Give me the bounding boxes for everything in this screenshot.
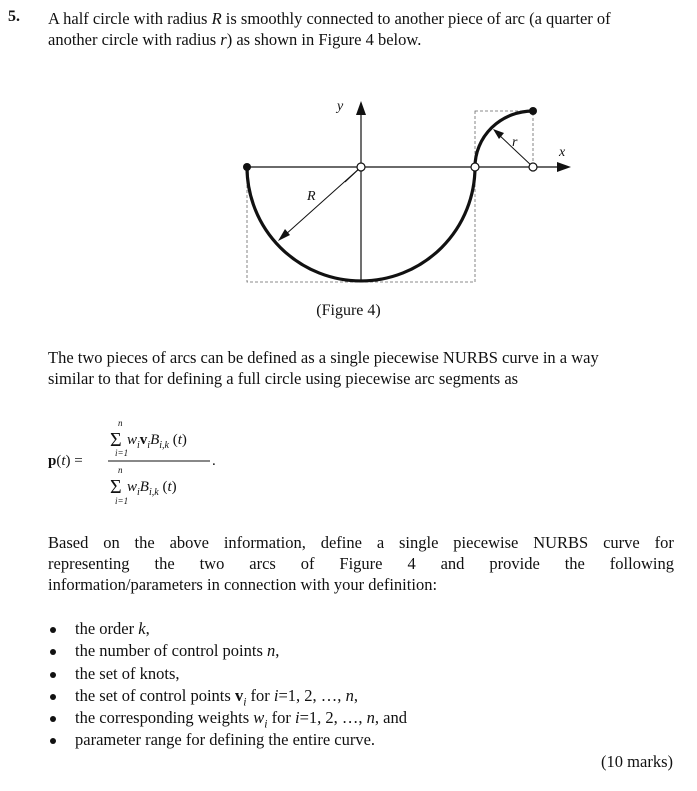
bullet-icon (50, 716, 56, 722)
word: piecewise (453, 533, 519, 552)
numerator-upper-limit: n (118, 418, 123, 428)
text-run: i (295, 708, 300, 728)
text-run: r (220, 30, 227, 49)
formula-lhs: p(t) = (48, 453, 83, 469)
text-run: =1, 2, …, (299, 708, 367, 728)
text-run: the set of control points (75, 685, 235, 705)
text-run: n (345, 685, 354, 705)
intro-line-2 (48, 29, 674, 50)
numerator-sum: Σ (110, 429, 122, 451)
word: Based (48, 533, 89, 552)
word: information, (223, 533, 306, 552)
word: the (154, 554, 175, 573)
text-run: A half circle with radius (48, 9, 212, 28)
text-run: ) as shown in Figure 4 below. (226, 30, 422, 49)
small-center-point (529, 163, 537, 171)
bullet-icon (50, 672, 56, 678)
bullet-icon (50, 649, 56, 655)
list-item (48, 640, 407, 662)
word: the (134, 533, 155, 552)
list-item (48, 618, 407, 640)
end-point (529, 107, 537, 115)
junction-point (471, 163, 479, 171)
word: NURBS (533, 533, 589, 552)
text-run: , (275, 641, 280, 661)
denominator-term: $w_iB_{i,k}$ (t) (127, 479, 177, 498)
start-point (243, 163, 251, 171)
text-run: i (243, 696, 247, 709)
word: single (399, 533, 439, 552)
question-intro (48, 8, 674, 50)
y-axis-label: y (337, 99, 344, 114)
center-point (357, 163, 365, 171)
text-run: is smoothly connected to another piece of arc (a quarter of (221, 9, 611, 28)
marks: (10 marks) (601, 752, 673, 771)
big-radius-arrowhead (278, 229, 290, 241)
paragraph-2-line-2: similar to that for defining a full circle using piecewise arc segments as (48, 369, 519, 388)
text-run: R (211, 9, 222, 28)
text-run: w (253, 708, 265, 728)
big-radius-label: R (307, 189, 316, 204)
figure-4 (0, 90, 697, 295)
word: provide (489, 554, 540, 573)
word: following (609, 554, 674, 573)
text-run: another circle with radius (48, 30, 221, 49)
intro-line-1 (48, 8, 674, 29)
text-run: n (366, 708, 375, 728)
text-run: for (267, 708, 295, 728)
text-run: the set of knots, (75, 663, 180, 683)
text-run: i (264, 718, 268, 731)
word: above (169, 533, 209, 552)
word: and (440, 554, 465, 573)
word: for (654, 533, 674, 552)
x-axis-arrowhead (557, 162, 571, 172)
paragraph-3-line-3: information/parameters in connection with your definition: (48, 575, 438, 594)
paragraph-3 (48, 532, 674, 595)
numerator-term: $w_iv_iB_{i,k}$ (t) (127, 432, 187, 451)
text-run: for (246, 685, 274, 705)
bullet-icon (50, 738, 56, 744)
word: representing (48, 554, 130, 573)
word: of (300, 554, 315, 573)
text-run: k (138, 619, 146, 638)
text-run: the corresponding weights (75, 708, 254, 728)
paragraph-3-line-2 (48, 553, 674, 574)
bullet-icon (50, 694, 56, 700)
x-axis-label: x (559, 145, 566, 160)
denominator-sum: Σ (110, 476, 122, 498)
word: a (376, 533, 385, 552)
word: the (564, 554, 585, 573)
small-radius-label: r (512, 135, 518, 150)
word: define (320, 533, 362, 552)
word: curve (603, 533, 640, 552)
text-run: , and (374, 708, 407, 728)
requirements-list (48, 618, 407, 752)
paragraph-2-line-1: The two pieces of arcs can be defined as a single piecewise NURBS curve in a way (48, 348, 599, 367)
list-item (48, 707, 407, 729)
text-run: =1, 2, …, (278, 685, 346, 705)
bullet-icon (50, 627, 56, 633)
paragraph-3-line-1 (48, 532, 674, 553)
word: on (103, 533, 120, 552)
denominator-lower-limit: i=1 (115, 496, 129, 506)
list-item (48, 685, 407, 707)
text-run: n (267, 641, 276, 661)
list-item (48, 663, 407, 685)
word: Figure (339, 554, 383, 573)
text-run: the number of control points (75, 641, 268, 661)
numerator-lower-limit: i=1 (115, 448, 129, 458)
question-number: 5. (8, 8, 20, 25)
denominator-upper-limit: n (118, 465, 123, 475)
text-run: , (353, 685, 358, 705)
y-axis-arrowhead (356, 101, 366, 115)
word: 4 (407, 554, 416, 573)
text-run: i (273, 685, 279, 705)
list-item (48, 729, 407, 751)
paragraph-2 (48, 347, 674, 389)
word: two (199, 554, 225, 573)
nurbs-formula (48, 418, 238, 518)
word: arcs (249, 554, 276, 573)
text-run: the order (75, 619, 139, 638)
formula-end-punct: . (212, 453, 216, 469)
text-run: v (234, 685, 244, 705)
figure-caption: (Figure 4) (316, 302, 381, 319)
text-run: parameter range for defining the entire curve. (75, 730, 376, 750)
text-run: , (145, 619, 150, 638)
